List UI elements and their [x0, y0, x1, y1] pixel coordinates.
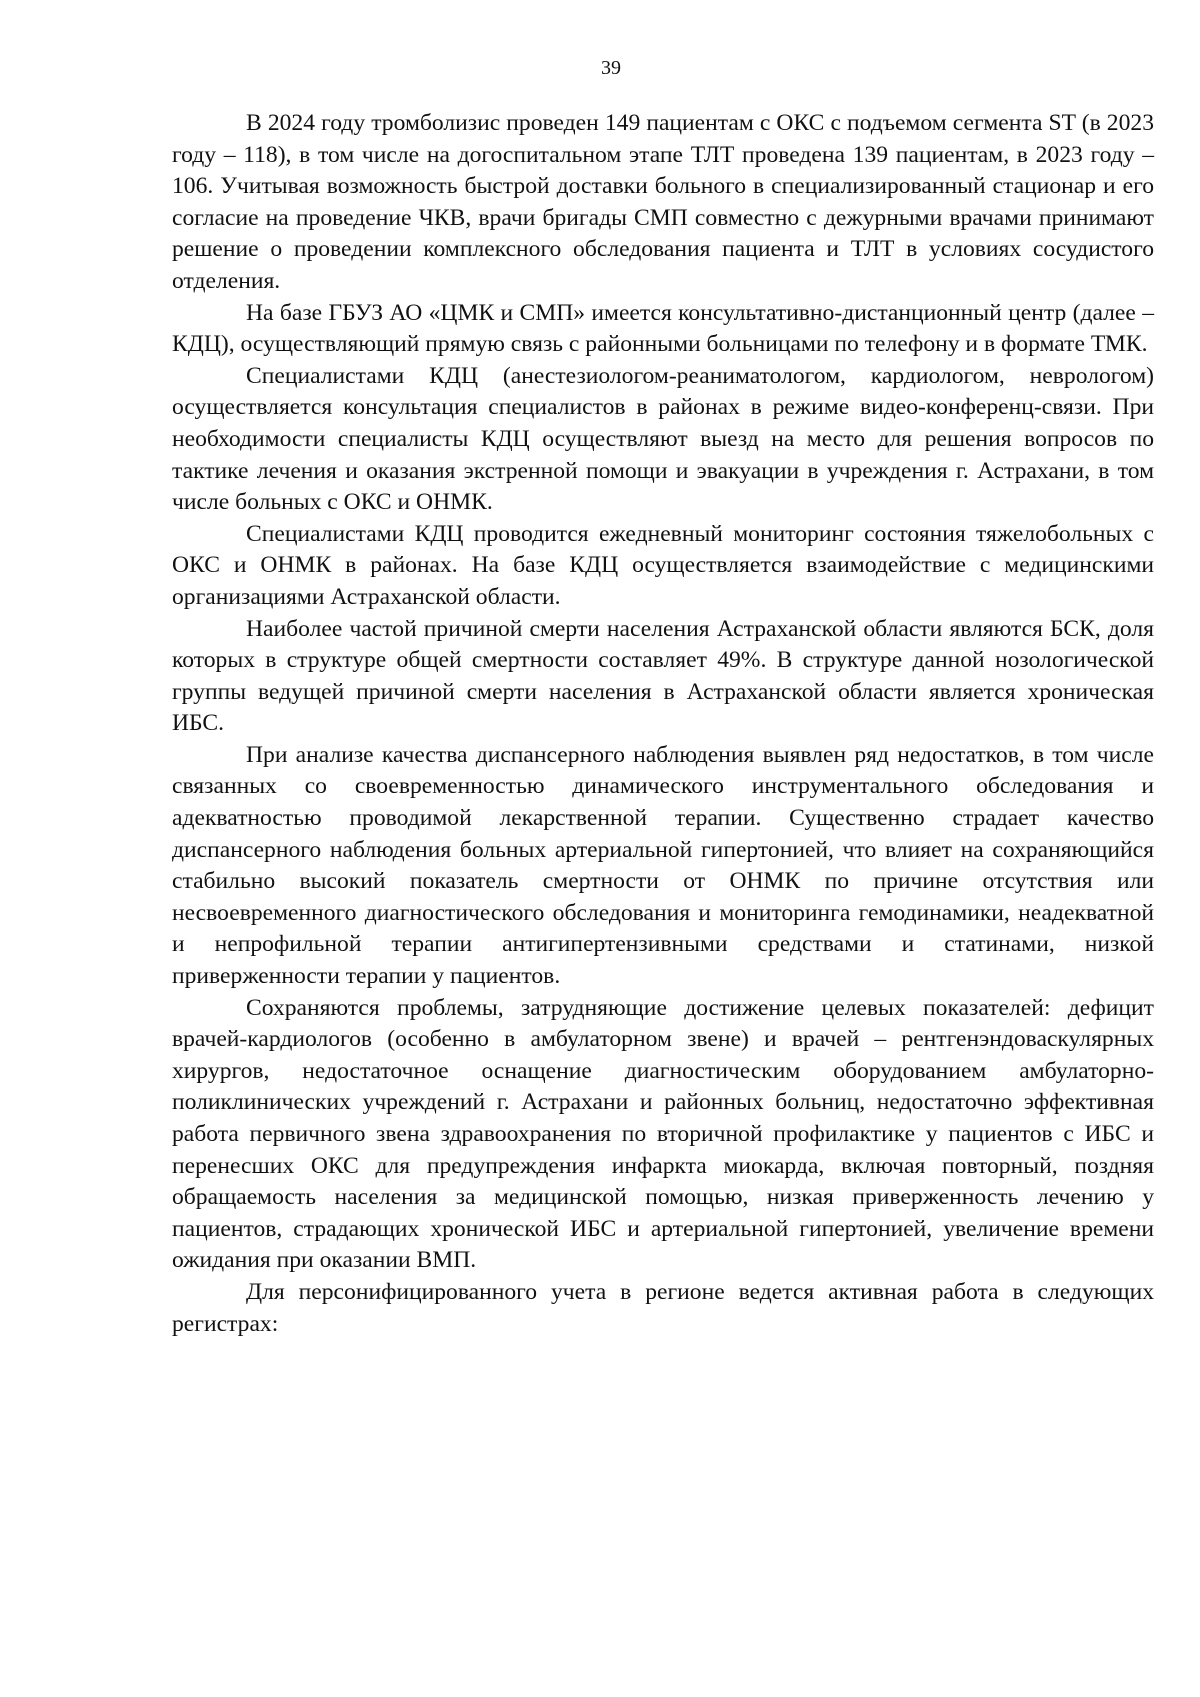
paragraph-kdc-specialists: Специалистами КДЦ (анестезиологом-реаниматологом, кардиологом, неврологом) осуществляется консультация специалистов в районах в режиме видео-конференц-связи. При необходимости специалисты КДЦ осуществляют выезд на место для решения вопросов по тактике лечения и оказания экстренной помощи и эвакуации в учреждения г. Астрахани, в том числе больных с ОКС и ОНМК. [172, 362, 1154, 516]
paragraph-dispensary-observation: При анализе качества диспансерного наблюдения выявлен ряд недостатков, в том числе связанных со своевременностью динамического инструментального обследования и адекватностью проводимой лекарственной терапии. Существенно страдает качество диспансерного наблюдения больных артериальной гипертонией, что влияет на сохраняющийся стабильно высокий показатель смертности от ОНМК по причине отсутствия или несвоевременного диагностического обследования и мониторинга гемодинамики, неадекватной и непрофильной терапии антигипертензивными средствами и статинами, низкой приверженности терапии у пациентов. [172, 741, 1154, 990]
paragraph-problems: Сохраняются проблемы, затрудняющие достижение целевых показателей: дефицит врачей-кардиологов (особенно в амбулаторном звене) и врачей – рентгенэндоваскулярных хирургов, недостаточное оснащение диагностическим оборудованием амбулаторно-поликлинических учреждений г. Астрахани и районных больниц, недостаточно эффективная работа первичного звена здравоохранения по вторичной профилактике у пациентов с ИБС и перенесших ОКС для предупреждения инфаркта миокарда, включая повторный, поздняя обращаемость населения за медицинской помощью, низкая приверженность лечению у пациентов, страдающих хронической ИБС и артериальной гипертонией, увеличение времени ожидания при оказании ВМП. [172, 994, 1154, 1274]
paragraph-thrombolysis: В 2024 году тромболизис проведен 149 пациентам с ОКС с подъемом сегмента ST (в 2023 году – 118), в том числе на догоспитальном этапе ТЛТ проведена 139 пациентам, в 2023 году – 106. Учитывая возможность быстрой доставки больного в специализированный стационар и его согласие на проведение ЧКВ, врачи бригады СМП совместно с дежурными врачами принимают решение о проведении комплексного обследования пациента и ТЛТ в условиях сосудистого отделения. [172, 110, 1154, 294]
document-body [172, 108, 1154, 1340]
paragraph-registries: Для персонифицированного учета в регионе ведется активная работа в следующих регистрах: [172, 1278, 1154, 1337]
paragraph-consultation-center: На базе ГБУЗ АО «ЦМК и СМП» имеется консультативно-дистанционный центр (далее – КДЦ), осуществляющий прямую связь с районными больницами по телефону и в формате ТМК. [172, 299, 1154, 358]
paragraph-mortality-causes: Наиболее частой причиной смерти населения Астраханской области являются БСК, доля которых в структуре общей смертности составляет 49%. В структуре данной нозологической группы ведущей причиной смерти населения в Астраханской области является хроническая ИБС. [172, 615, 1154, 737]
page-number: 39 [601, 57, 621, 79]
paragraph-monitoring: Специалистами КДЦ проводится ежедневный мониторинг состояния тяжелобольных с ОКС и ОНМК в районах. На базе КДЦ осуществляется взаимодействие с медицинскими организациями Астраханской области. [172, 520, 1154, 610]
